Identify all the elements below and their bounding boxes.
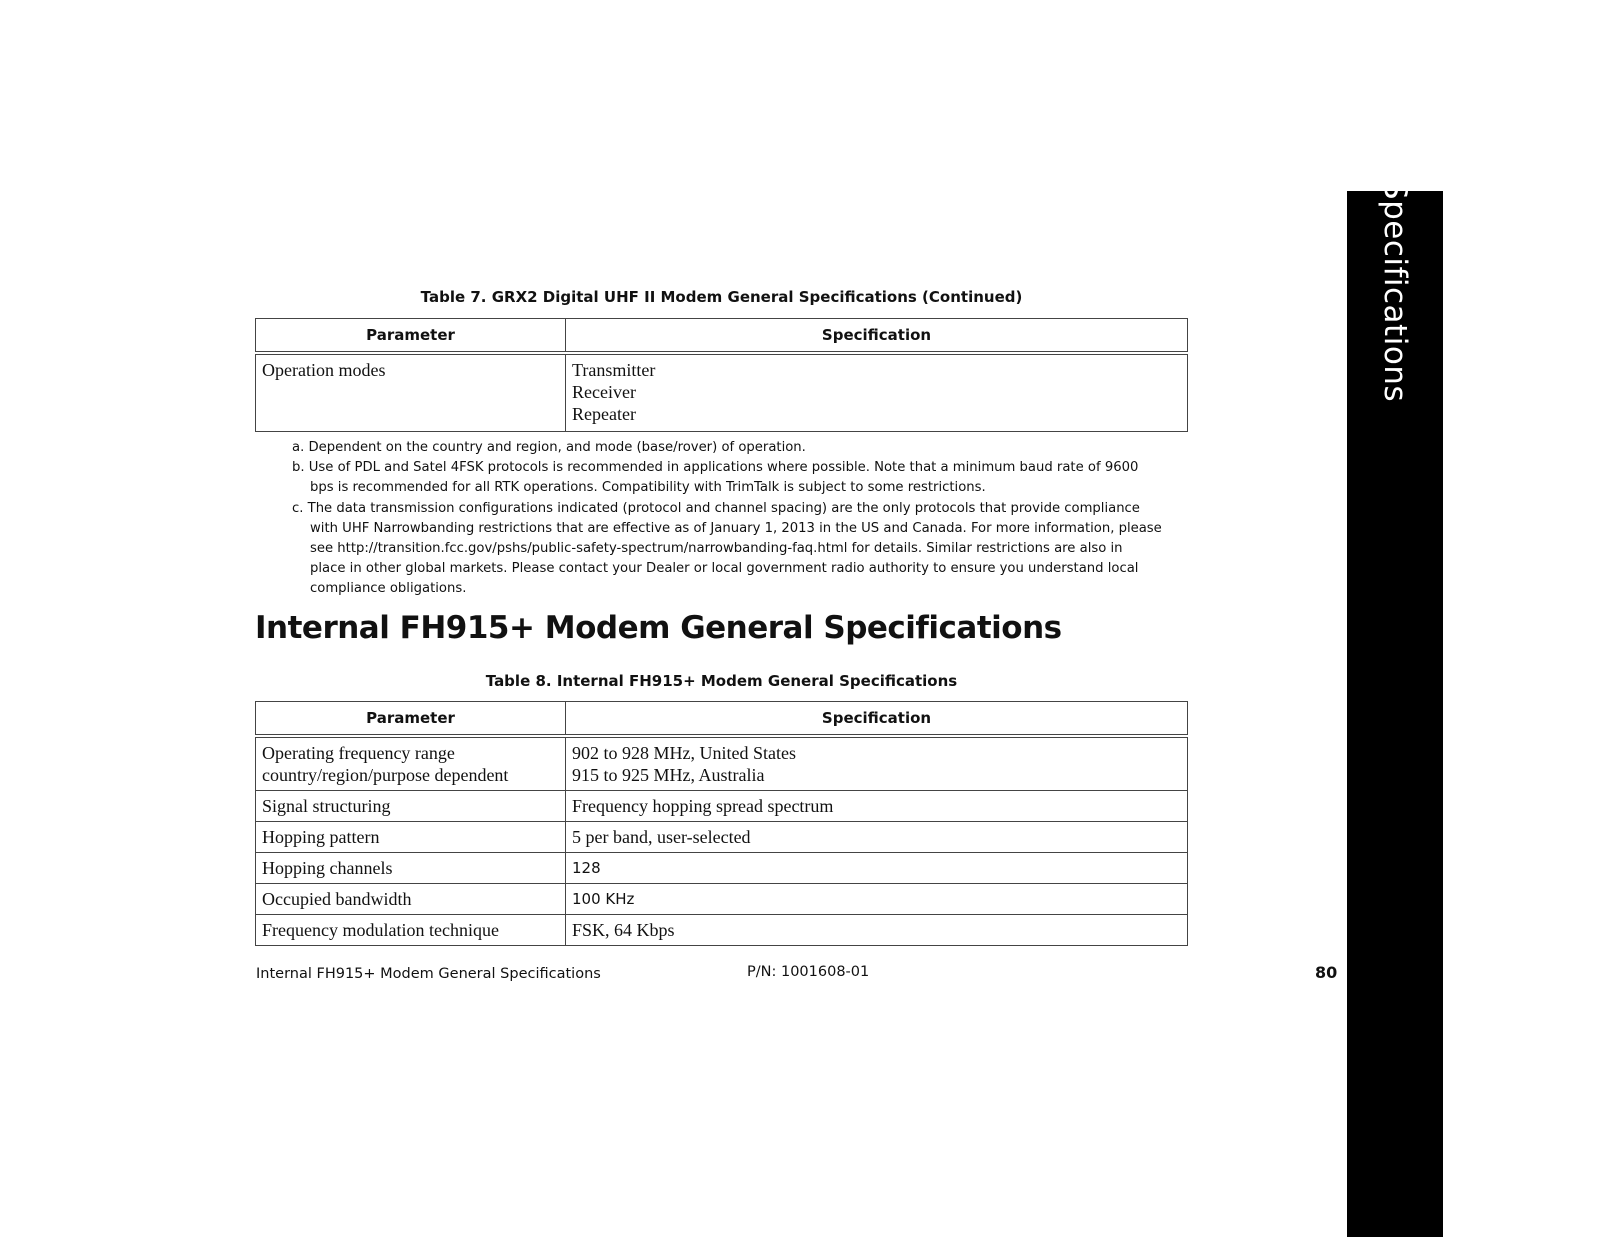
section-heading: Internal FH915+ Modem General Specifications	[255, 610, 1062, 646]
table8-caption: Table 8. Internal FH915+ Modem General Specifications	[485, 672, 958, 690]
table7	[255, 318, 1188, 432]
table8-header-specification: Specification	[566, 702, 1188, 737]
table8-cell-parameter: Hopping channels	[256, 853, 566, 884]
cell-line: Transmitter	[572, 360, 656, 380]
table8	[255, 701, 1188, 946]
table7-cell-specification	[566, 353, 1188, 432]
cell-line: Operation modes	[262, 360, 386, 380]
cell-line: 915 to 925 MHz, Australia	[572, 765, 765, 785]
table8-cell-parameter: Frequency modulation technique	[256, 915, 566, 946]
footnotes	[292, 438, 1162, 600]
footnote-c: c. The data transmission configurations indicated (protocol and channel spacing) are the only protocols that provide compliance with UHF Narrowbanding restrictions that are effective as of January 1, 2013 in the US and Canada. For more information, please see http://transition.fcc.gov/pshs/public-safety-spectrum/narrowbanding-faq.html for details. Similar restrictions are also in place in other global markets. Please contact your Dealer or local government radio authority to ensure you understand local compliance obligations.	[292, 500, 1162, 597]
table-row	[256, 853, 1188, 884]
cell-line: country/region/purpose dependent	[262, 765, 509, 785]
table8-cell-specification	[566, 736, 1188, 791]
cell-line: Repeater	[572, 404, 636, 424]
table7-header-parameter: Parameter	[256, 319, 566, 354]
cell-line: Operating frequency range	[262, 743, 455, 763]
table-row	[256, 822, 1188, 853]
table7-header-row	[256, 319, 1188, 354]
table-row	[256, 736, 1188, 791]
side-tab-label	[1347, 179, 1443, 491]
table7-header-specification: Specification	[566, 319, 1188, 354]
table8-cell-specification: 100 KHz	[566, 884, 1188, 915]
table8-cell-specification: Frequency hopping spread spectrum	[566, 791, 1188, 822]
table-row	[256, 791, 1188, 822]
table8-header-row	[256, 702, 1188, 737]
table7-cell-parameter	[256, 353, 566, 432]
table8-header-parameter: Parameter	[256, 702, 566, 737]
table8-cell-parameter: Signal structuring	[256, 791, 566, 822]
table8-cell-parameter	[256, 736, 566, 791]
table-row	[256, 884, 1188, 915]
footnote-b: b. Use of PDL and Satel 4FSK protocols is recommended in applications where possible. Note that a minimum baud rate of 9600 bps is recommended for all RTK operations. Compatibility with TrimTalk is subject to some restrictions.	[292, 460, 1139, 496]
footer-section-title: Internal FH915+ Modem General Specifications	[256, 966, 601, 982]
footnote-a: a. Dependent on the country and region, and mode (base/rover) of operation.	[292, 440, 806, 455]
table8-cell-specification: 5 per band, user-selected	[566, 822, 1188, 853]
footer-part-number: P/N: 1001608-01	[747, 964, 870, 980]
table7-caption: Table 7. GRX2 Digital UHF II Modem General Specifications (Continued)	[420, 288, 1023, 306]
cell-line: Receiver	[572, 382, 636, 402]
cell-line: 902 to 928 MHz, United States	[572, 743, 796, 763]
table-row	[256, 353, 1188, 432]
table8-cell-specification: FSK, 64 Kbps	[566, 915, 1188, 946]
table8-cell-parameter: Hopping pattern	[256, 822, 566, 853]
page-number: 80	[1315, 963, 1338, 982]
table-row	[256, 915, 1188, 946]
table8-cell-parameter: Occupied bandwidth	[256, 884, 566, 915]
table8-cell-specification: 128	[566, 853, 1188, 884]
side-tab-text: Specifications	[1377, 179, 1413, 403]
